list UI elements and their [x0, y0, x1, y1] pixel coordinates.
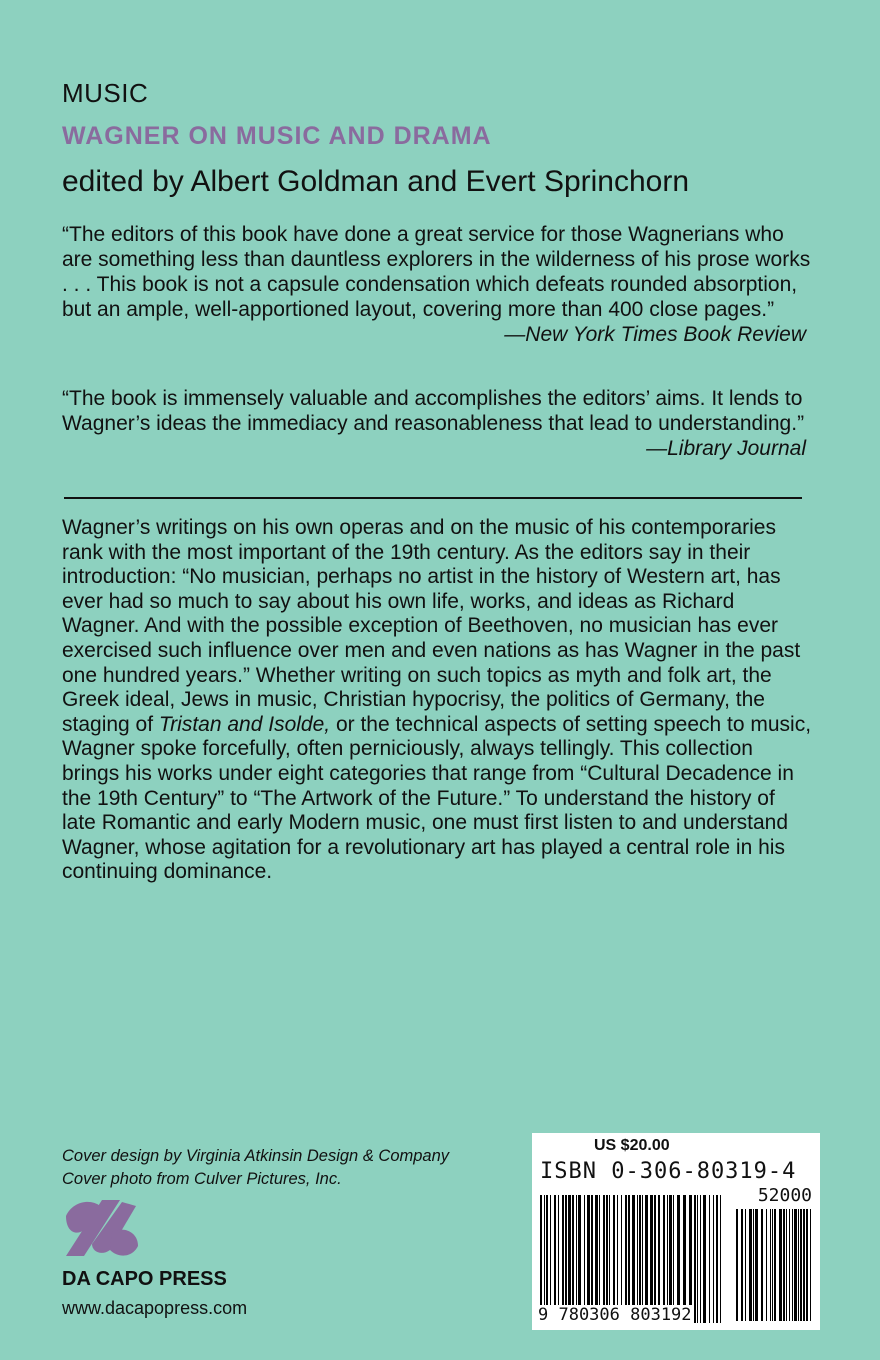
barcode-bar [697, 1195, 698, 1323]
barcode-panel [532, 1133, 820, 1330]
barcode-bar [798, 1209, 799, 1321]
barcode-bar [609, 1195, 610, 1323]
barcode-bar [766, 1209, 767, 1321]
ean-number: 9 780306 803192 [538, 1305, 692, 1325]
barcode-bar [755, 1209, 758, 1321]
barcode-bar [703, 1195, 706, 1323]
cover-credits [62, 1145, 449, 1191]
barcode-bar [576, 1195, 577, 1323]
quote-text: “The book is immensely valuable and accomplishes the editors’ aims. It lends to Wagner’s ideas the immediacy and reasonableness that lead to understanding.” [62, 387, 805, 435]
da-capo-logo-icon [62, 1192, 142, 1262]
isbn-label: ISBN 0-306-80319-4 [540, 1159, 797, 1184]
barcode-bar [753, 1209, 754, 1321]
cover-design-credit: Cover design by Virginia Atkinsin Design & Company [62, 1147, 450, 1165]
barcode-bar [565, 1195, 567, 1323]
barcode-bar [716, 1195, 718, 1323]
barcode-bar [800, 1209, 802, 1321]
description [62, 516, 814, 885]
barcode-bar [572, 1195, 574, 1323]
barcode-bar [736, 1209, 738, 1321]
barcode-bar [673, 1195, 674, 1323]
barcode-bar [794, 1209, 797, 1321]
barcode-bar [625, 1195, 627, 1323]
barcode-bar [667, 1195, 668, 1323]
barcode-bar [683, 1195, 686, 1323]
barcode-bar [792, 1209, 793, 1321]
barcode-bar [568, 1195, 571, 1323]
quote-text: “The editors of this book have done a great service for those Wagnerians who are something less than dauntless explorers in the wilderness of his prose works . . . This book is not a capsule condensation which defeats rounded absorption, but an ample, well-apportioned layout, covering more than 400 close pages.” [62, 223, 811, 321]
barcode-bar [663, 1195, 665, 1323]
barcode-bar [591, 1195, 593, 1323]
barcode-bar [677, 1195, 680, 1323]
category-label: MUSIC [62, 78, 149, 108]
barcode-bar [720, 1195, 721, 1323]
quote-source: —New York Times Book Review [504, 323, 806, 346]
description-part: Wagner’s writings on his own operas and on the music of his contemporaries rank with the most important of the 19th century. As the editors say in their introduction: “No musician, perhaps no artist in the history of Western art, has ever had so much to say about his own life, works, and ideas as Richard Wagner. And with the possible exception of Beethoven, no musician has ever exercised such influence over men and even nations as has Wagner in the past one hundred years.” Whether writing on such topics as myth and folk art, the Greek ideal, Jews in music, Christian hypocrisy, the politics of Germany, the staging of [62, 516, 801, 736]
barcode-bar [650, 1195, 653, 1323]
book-title: WAGNER ON MUSIC AND DRAMA [62, 122, 492, 150]
divider [64, 497, 802, 499]
barcode-bar [550, 1195, 551, 1323]
barcode-bar [645, 1195, 648, 1323]
price-label: US $20.00 [594, 1137, 670, 1154]
barcode-bar [584, 1195, 585, 1323]
barcode-bar [578, 1195, 581, 1323]
barcode-addon-number: 52000 [757, 1185, 812, 1206]
barcode-bar [637, 1195, 638, 1323]
barcode-bar [595, 1195, 598, 1323]
barcode-bar [806, 1209, 808, 1321]
barcode-bar [558, 1195, 559, 1323]
barcode-bar [803, 1209, 805, 1321]
barcode-bar [632, 1195, 635, 1323]
barcode-bar [741, 1209, 743, 1321]
publisher-website: www.dacapopress.com [62, 1298, 248, 1318]
barcode-bar [749, 1209, 752, 1321]
description-part: or the technical aspects of setting speech to music, Wagner spoke forcefully, often perniciously, always tellingly. This collection brings his works under eight categories that range from “Cultural Decadence in the 19th Century” to “The Artwork of the Future.” To understand the history of late Romantic and early Modern music, one must first listen to and understand Wagner, whose agitation for a revolutionary art has played a central role in his continuing dominance. [62, 712, 812, 884]
barcode-bar [779, 1209, 782, 1321]
barcode-bar [789, 1209, 790, 1321]
barcode-bar [783, 1209, 785, 1321]
barcode-bar [694, 1195, 696, 1323]
barcode-bar [606, 1195, 608, 1323]
quote-source: —Library Journal [646, 437, 806, 460]
review-quote [62, 386, 812, 461]
barcode-bar [554, 1195, 556, 1323]
description-text [62, 516, 814, 885]
barcode-bar [774, 1209, 776, 1321]
barcode-bar [772, 1209, 773, 1321]
barcode-bar [613, 1195, 615, 1323]
barcode-bar [544, 1195, 545, 1323]
barcode-bar [587, 1195, 590, 1323]
review-quote [62, 222, 812, 347]
barcode-bar [770, 1209, 771, 1321]
editors-line: edited by Albert Goldman and Evert Sprinchorn [62, 165, 690, 198]
barcode-bar [562, 1195, 564, 1323]
barcode-bar [709, 1195, 710, 1323]
barcode-bar [654, 1195, 656, 1323]
barcode-bar [599, 1195, 600, 1323]
barcode-bar [628, 1195, 630, 1323]
barcode-bar [617, 1195, 618, 1323]
publisher-name: DA CAPO PRESS [62, 1268, 227, 1290]
barcode-bar [603, 1195, 605, 1323]
cover-photo-credit: Cover photo from Culver Pictures, Inc. [62, 1170, 342, 1188]
barcode-bar [810, 1209, 811, 1321]
barcode-bar [669, 1195, 672, 1323]
barcode-bar [642, 1195, 643, 1323]
barcode-bar [745, 1209, 746, 1321]
barcode-bar [658, 1195, 660, 1323]
barcode-bar [540, 1195, 542, 1323]
barcode-bar [713, 1195, 714, 1323]
barcode-bar [546, 1195, 548, 1323]
barcode-bar [689, 1195, 692, 1323]
barcode-bar [786, 1209, 787, 1321]
barcode-bar [761, 1209, 763, 1321]
barcode-bar [700, 1195, 701, 1323]
barcode-bar [621, 1195, 622, 1323]
barcode-bar [639, 1195, 641, 1323]
description-italic: Tristan and Isolde, [158, 712, 331, 736]
